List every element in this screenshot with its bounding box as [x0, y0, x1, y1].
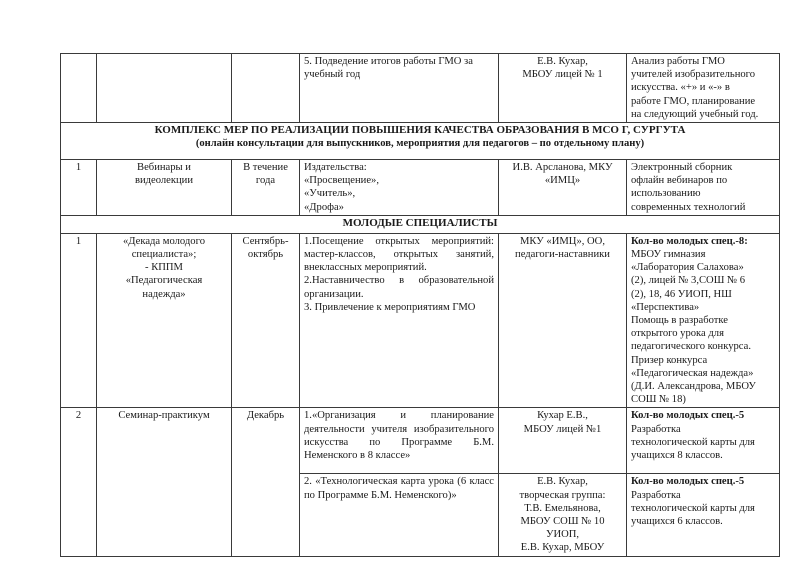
section-header-row: [61, 215, 780, 233]
content-item: 2.Наставничество в образовательной организации.: [304, 275, 494, 300]
table-row: [61, 408, 780, 474]
term-line: года: [255, 175, 276, 187]
result-line: Разработка: [631, 423, 681, 435]
result-count: Кол-во молодых спец.-5: [631, 410, 745, 422]
result-line: технологической карты для: [631, 436, 755, 448]
responsible-line: МБОУ лицей №1: [523, 423, 602, 435]
result-line: Анализ работы ГМО: [631, 56, 725, 67]
result-line: Помощь в разработке: [631, 315, 728, 327]
result-line: технологической карты для: [631, 502, 755, 514]
result-line: учащихся 8 классов.: [631, 450, 723, 462]
content-item: 3. Привлечение к мероприятиям ГМО: [304, 301, 476, 313]
responsible-line: УИОП,: [545, 529, 580, 541]
cell-responsible: [499, 474, 627, 556]
responsible-line: И.В. Арсланова, МКУ: [512, 162, 613, 174]
result-line: педагогического конкурса.: [631, 341, 751, 353]
result-line: «Перспектива»: [631, 301, 700, 313]
content-line: Издательства:: [304, 162, 367, 174]
cell-result: [627, 408, 780, 474]
cell-num: 1: [61, 160, 97, 216]
cell-num: 2: [61, 408, 97, 556]
result-line: Разработка: [631, 489, 681, 501]
section-subtitle: (онлайн консультации для выпускников, мероприятия для педагогов – по отдельному плану): [195, 138, 645, 150]
responsible-line: МБОУ лицей № 1: [522, 69, 603, 81]
cell-event: Семинар-практикум: [97, 408, 232, 556]
cell-responsible: [499, 160, 627, 216]
content-line: «Дрофа»: [304, 201, 344, 213]
cell-event: [97, 54, 232, 123]
responsible-line: Е.В. Кухар,: [537, 56, 588, 67]
cell-content: [300, 233, 499, 408]
cell-content: 2. «Технологическая карта урока (6 класс по Программе Б.М. Неменского)»: [300, 474, 499, 556]
cell-event: [97, 233, 232, 408]
term-line: В течение: [243, 162, 288, 174]
result-line: СОШ № 18): [631, 394, 686, 406]
cell-num: [61, 54, 97, 123]
result-line: учащихся 6 классов.: [631, 516, 723, 528]
cell-result: [627, 54, 780, 123]
result-line: (Д.И. Александрова, МБОУ: [631, 381, 756, 393]
cell-responsible: [499, 54, 627, 123]
table-row: [61, 54, 780, 123]
section-header-row: [61, 123, 780, 160]
result-line: открытого урока для: [631, 328, 724, 340]
plan-table: [60, 53, 780, 557]
result-line: учителей изобразительного: [631, 69, 756, 81]
responsible-line: МБОУ СОШ № 10: [520, 516, 605, 528]
result-count: Кол-во молодых спец.-8:: [631, 235, 748, 247]
event-line: «Декада молодого: [123, 235, 205, 247]
cell-num: 1: [61, 233, 97, 408]
responsible-line: педагоги-наставники: [515, 249, 610, 261]
event-line: - КППМ: [145, 262, 183, 274]
result-line: «Педагогическая надежда»: [631, 367, 754, 379]
result-line: Электронный сборник: [631, 162, 733, 174]
result-line: на следующий учебный год.: [631, 108, 759, 120]
responsible-line: «ИМЦ»: [544, 175, 581, 187]
cell-content: 5. Подведение итогов работы ГМО за учебный год: [300, 54, 499, 123]
result-line: Призер конкурса: [631, 354, 708, 366]
term-line: Сентябрь-: [242, 235, 289, 247]
cell-result: [627, 160, 780, 216]
table-row: [61, 233, 780, 408]
content-line: «Учитель»,: [304, 188, 356, 200]
result-line: работе ГМО, планирование: [631, 95, 756, 107]
cell-term: [232, 233, 300, 408]
responsible-line: Е.В. Кухар, МБОУ: [520, 542, 605, 554]
section-title: КОМПЛЕКС МЕР ПО РЕАЛИЗАЦИИ ПОВЫШЕНИЯ КАЧЕСТВА ОБРАЗОВАНИЯ В МСО Г, СУРГУТА: [154, 124, 686, 137]
result-line: (2), лицей № 3,СОШ № 6: [631, 275, 746, 287]
cell-responsible: [499, 408, 627, 474]
cell-content: 1.«Организация и планирование деятельности учителя изобразительного искусства по Программе Б.М. Неменского в 8 классе»: [300, 408, 499, 474]
result-line: искусства. «+» и «-» в: [631, 82, 730, 94]
result-line: МБОУ гимназия: [631, 249, 706, 261]
cell-term: [232, 54, 300, 123]
cell-result: [627, 474, 780, 556]
cell-term: [232, 160, 300, 216]
responsible-line: Кухар Е.В.,: [537, 410, 588, 422]
result-line: офлайн вебинаров по: [631, 175, 728, 187]
responsible-line: творческая группа:: [519, 489, 606, 501]
content-item: 1.Посещение открытых мероприятий: мастер-классов, открытых занятий, внеклассных мероприятий.: [304, 235, 494, 274]
event-line: надежда»: [142, 288, 186, 300]
cell-content: [300, 160, 499, 216]
event-line: видеолекции: [134, 175, 194, 187]
table-row: [61, 160, 780, 216]
section-young-header: МОЛОДЫЕ СПЕЦИАЛИСТЫ: [61, 215, 780, 233]
content-line: «Просвещение»,: [304, 175, 379, 187]
responsible-line: Т.В. Емельянова,: [524, 502, 601, 514]
responsible-line: МКУ «ИМЦ», ОО,: [520, 235, 605, 247]
result-line: (2), 18, 46 УИОП, НШ: [631, 288, 732, 300]
result-count: Кол-во молодых спец.-5: [631, 476, 745, 488]
result-line: «Лаборатория Салахова»: [631, 262, 744, 274]
responsible-line: Е.В. Кухар,: [537, 476, 588, 488]
cell-responsible: [499, 233, 627, 408]
event-line: «Педагогическая: [125, 275, 203, 287]
cell-event: [97, 160, 232, 216]
section-complex-header: [61, 123, 780, 160]
cell-result: [627, 233, 780, 408]
result-line: использованию: [631, 188, 701, 200]
cell-term: Декабрь: [232, 408, 300, 556]
result-line: современных технологий: [631, 201, 746, 213]
event-line: специалиста»;: [131, 249, 197, 261]
term-line: октябрь: [247, 249, 284, 261]
event-line: Вебинары и: [137, 162, 191, 174]
